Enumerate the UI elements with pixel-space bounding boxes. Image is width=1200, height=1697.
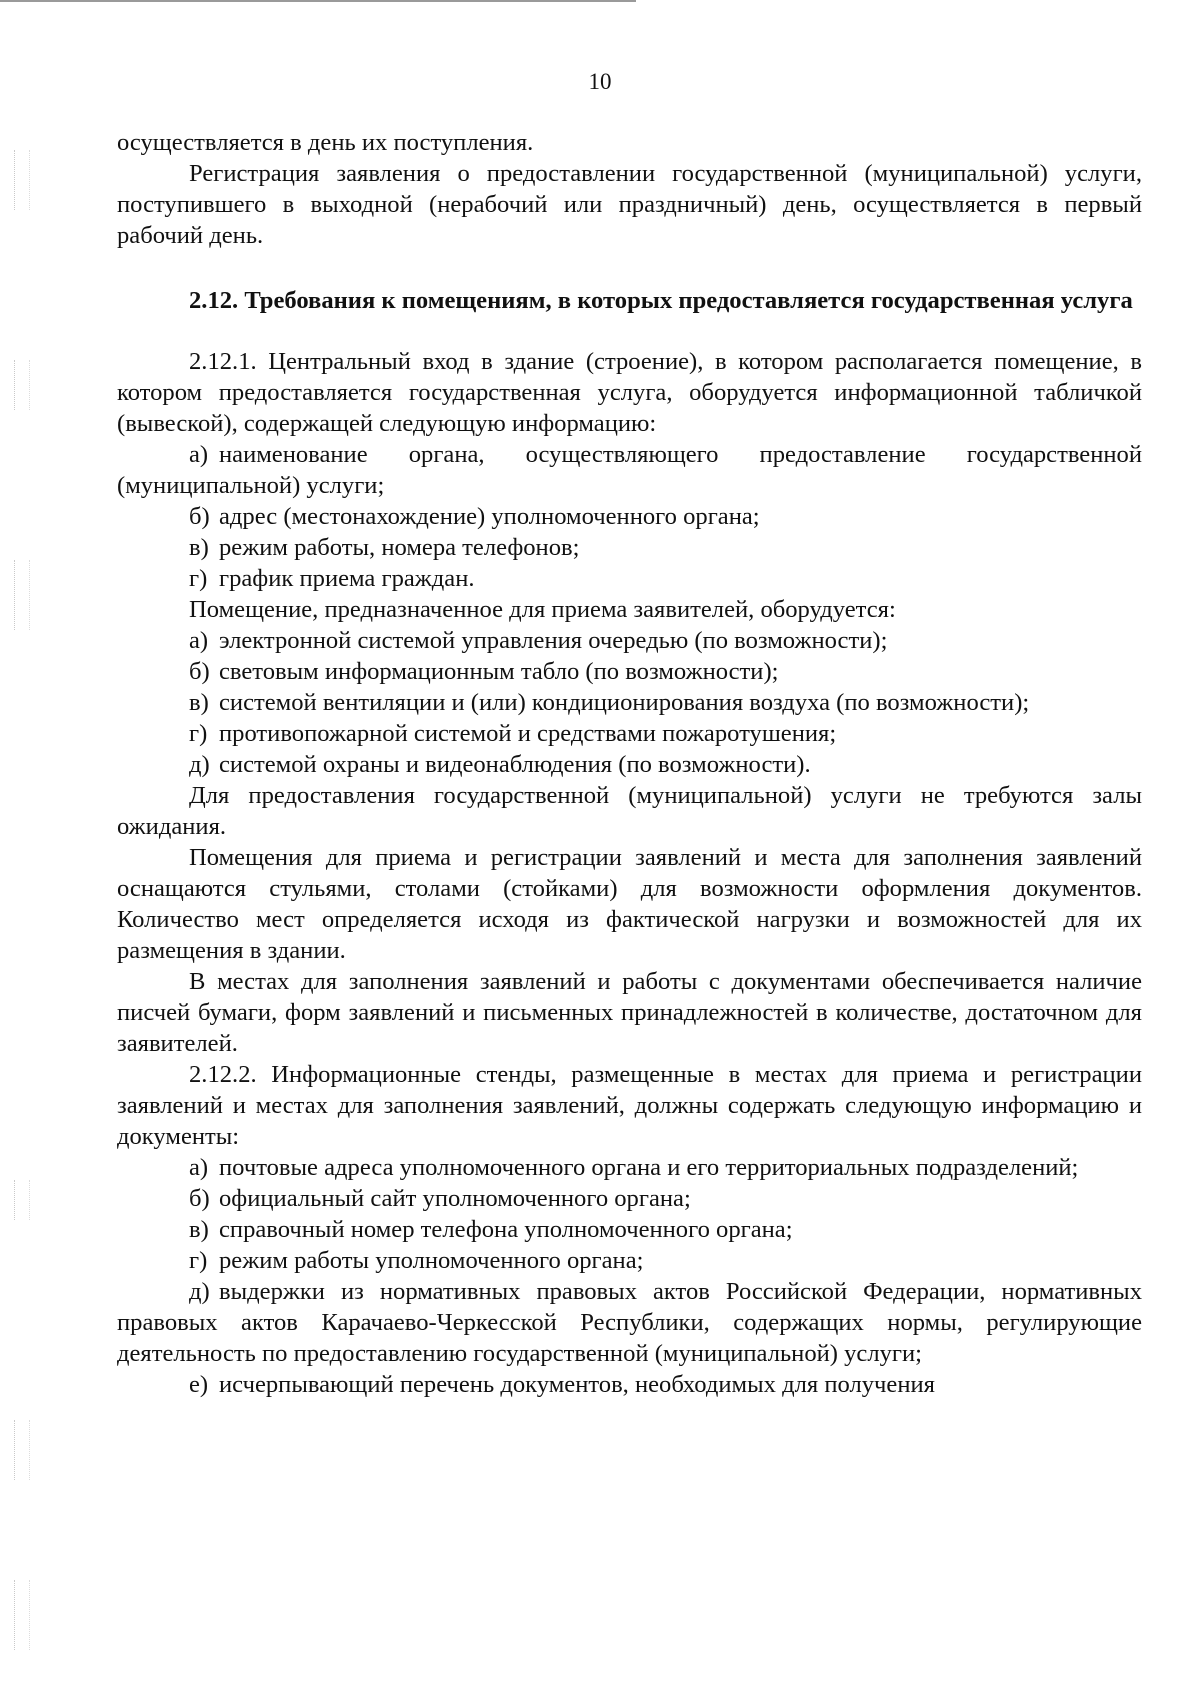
- list-item-text: световым информационным табло (по возможности);: [219, 658, 779, 685]
- list-item: [117, 1152, 1142, 1183]
- list-item-marker: в): [189, 1216, 209, 1243]
- list-item-text: адрес (местонахождение) уполномоченного органа;: [219, 503, 760, 530]
- clause-2-12-2-lead: 2.12.2. Информационные стенды, размещенные в местах для приема и регистрации заявлений и местах для заполнения заявлений, должны содержать следующую информацию и документы:: [117, 1061, 1142, 1150]
- continuation-line: осуществляется в день их поступления.: [117, 129, 534, 156]
- list-item: [117, 1214, 1142, 1245]
- list-item-marker: д): [189, 751, 210, 778]
- list-item-marker: г): [189, 720, 208, 747]
- list-item-marker: а): [189, 1154, 209, 1181]
- document-body: [117, 127, 1142, 1400]
- scan-margin-artifact: [14, 560, 30, 630]
- scan-top-edge-rule: [0, 0, 636, 2]
- list-item: [117, 1276, 1142, 1369]
- list-item-text: официальный сайт уполномоченного органа;: [219, 1185, 691, 1212]
- scan-margin-artifact: [14, 150, 30, 210]
- list-item: [117, 532, 1142, 563]
- list-item-marker: в): [189, 534, 209, 561]
- list-item-marker: в): [189, 689, 209, 716]
- list-item: [117, 1183, 1142, 1214]
- list-item-text: режим работы уполномоченного органа;: [219, 1247, 644, 1274]
- list-item-text: противопожарной системой и средствами пожаротушения;: [219, 720, 837, 747]
- registration-paragraph: Регистрация заявления о предоставлении государственной (муниципальной) услуги, поступившего в выходной (нерабочий или праздничный) день, осуществляется в первый рабочий день.: [117, 160, 1142, 249]
- premises-equipment-list: [117, 625, 1142, 780]
- section-heading: 2.12. Требования к помещениям, в которых предоставляется государственная услуга: [189, 287, 1133, 314]
- list-item: [117, 1245, 1142, 1276]
- list-item-text: электронной системой управления очередью (по возможности);: [219, 627, 888, 654]
- list-item-text: наименование органа, осуществляющего предоставление государственной (муниципальной) услуги;: [117, 441, 1142, 499]
- list-item: [117, 625, 1142, 656]
- list-item: [117, 687, 1142, 718]
- list-item: [117, 501, 1142, 532]
- list-item-text: справочный номер телефона уполномоченного органа;: [219, 1216, 793, 1243]
- premises-lead: Помещение, предназначенное для приема заявителей, оборудуется:: [189, 596, 896, 623]
- scan-margin-artifact: [14, 1580, 30, 1650]
- list-item-text: график приема граждан.: [219, 565, 475, 592]
- scan-margin-artifact: [14, 1180, 30, 1220]
- list-item: [117, 656, 1142, 687]
- scan-margin-artifact: [14, 360, 30, 410]
- list-item: [117, 749, 1142, 780]
- scan-margin-artifact: [14, 1420, 30, 1480]
- list-item: [117, 563, 1142, 594]
- list-item: [117, 439, 1142, 501]
- list-item-marker: а): [189, 627, 209, 654]
- list-item-marker: а): [189, 441, 209, 468]
- waiting-rooms-paragraph: Для предоставления государственной (муниципальной) услуги не требуются залы ожидания.: [117, 782, 1142, 840]
- list-item-marker: б): [189, 503, 210, 530]
- page-number: 10: [588, 69, 612, 94]
- info-stand-list: [117, 1152, 1142, 1400]
- clause-2-12-1-lead: 2.12.1. Центральный вход в здание (строение), в котором располагается помещение, в котором предоставляется государственная услуга, оборудуется информационной табличкой (вывеской), содержащей следующую информацию:: [117, 348, 1142, 437]
- furniture-paragraph: Помещения для приема и регистрации заявлений и места для заполнения заявлений оснащаются стульями, столами (стойками) для возможности оформления документов. Количество мест определяется исходя из фактической нагрузки и возможностей для их размещения в здании.: [117, 844, 1142, 964]
- list-item-marker: б): [189, 658, 210, 685]
- list-item-marker: д): [189, 1278, 210, 1305]
- list-item-marker: г): [189, 565, 208, 592]
- list-item-text: исчерпывающий перечень документов, необходимых для получения: [219, 1371, 935, 1398]
- list-item-marker: г): [189, 1247, 208, 1274]
- list-item-text: выдержки из нормативных правовых актов Российской Федерации, нормативных правовых актов Карачаево-Черкесской Республики, содержащих нормы, регулирующие деятельность по предоставлению государственной (муниципальной) услуги;: [117, 1278, 1142, 1367]
- list-item: [117, 1369, 1142, 1400]
- list-item-marker: б): [189, 1185, 210, 1212]
- list-item-marker: е): [189, 1371, 209, 1398]
- stationery-paragraph: В местах для заполнения заявлений и работы с документами обеспечивается наличие писчей бумаги, форм заявлений и письменных принадлежностей в количестве, достаточном для заявителей.: [117, 968, 1142, 1057]
- list-item-text: почтовые адреса уполномоченного органа и его территориальных подразделений;: [219, 1154, 1079, 1181]
- sign-info-list: [117, 439, 1142, 594]
- list-item: [117, 718, 1142, 749]
- list-item-text: системой вентиляции и (или) кондиционирования воздуха (по возможности);: [219, 689, 1030, 716]
- list-item-text: системой охраны и видеонаблюдения (по возможности).: [219, 751, 811, 778]
- list-item-text: режим работы, номера телефонов;: [219, 534, 580, 561]
